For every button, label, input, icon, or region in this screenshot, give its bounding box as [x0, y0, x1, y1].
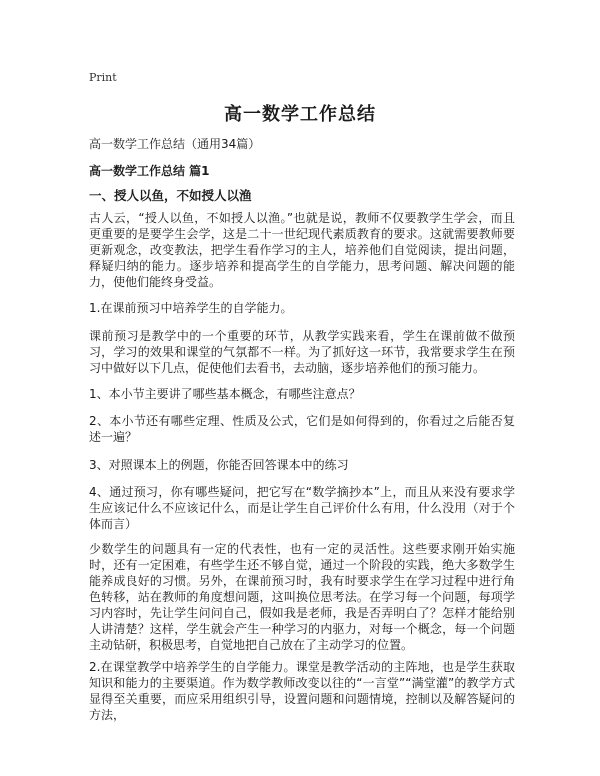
section-title: 高一数学工作总结 篇1: [89, 164, 210, 178]
list-item-4: 4、通过预习，你有哪些疑问，把它写在“数学摘抄本”上，而且从来没有要求学生应该记什么不应该记什么，而是让学生自己评价什么有用，什么没用（对于个体而言）: [89, 485, 515, 531]
section-heading: 一、授人以鱼，不如授人以渔: [89, 188, 252, 203]
paragraph-point-2: 2.在课堂教学中培养学生的自学能力。课堂是教学活动的主阵地，也是学生获取知识和能力的主要渠道。作为数学教师改变以往的“一言堂”“满堂灌”的教学方式显得至关重要，而应采用组织引导，设置问题和问题情境，控制以及解答疑问的方法，: [89, 660, 515, 722]
print-label[interactable]: Print: [89, 71, 117, 84]
paragraph-discussion: 少数学生的问题具有一定的代表性，也有一定的灵活性。这些要求刚开始实施时，还有一定困难，有些学生还不够自觉，通过一个阶段的实践，绝大多数学生能养成良好的习惯。另外，在课前预习时，我有时要求学生在学习过程中进行角色转移，站在教师的角度想问题，这叫换位思考法。在学习每一个问题，每项学习内容时，先让学生问问自己，假如我是老师，我是否弄明白了？怎样才能给别人讲清楚？这样，学生就会产生一种学习的内驱力，对每一个概念，每一个问题主动钻研，积极思考，自觉地把自己放在了主动学习的位置。: [89, 542, 515, 652]
paragraph-point-1: 1.在课前预习中培养学生的自学能力。: [89, 301, 293, 315]
list-item-2: 2、本小节还有哪些定理、性质及公式，它们是如何得到的，你看过之后能否复述一遍？: [89, 414, 515, 444]
page-title: 高一数学工作总结: [224, 104, 376, 125]
paragraph-preview: 课前预习是教学中的一个重要的环节，从教学实践来看，学生在课前做不做预习，学习的效果和课堂的气氛都不一样。为了抓好这一环节，我常要求学生在预习中做好以下几点，促使他们去看书，去动脑，逐步培养他们的预习能力。: [89, 329, 515, 375]
list-item-1: 1、本小节主要讲了哪些基本概念，有哪些注意点？: [89, 387, 361, 401]
list-item-3: 3、对照课本上的例题，你能否回答课本中的练习: [89, 458, 349, 472]
paragraph-intro: 古人云，“授人以鱼，不如授人以渔。”也就是说，教师不仅要教学生学会，而且更重要的是要学生会学，这是二十一世纪现代素质教育的要求。这就需要教师要更新观念，改变教法，把学生看作学习的主人，培养他们自觉阅读，提出问题，释疑归纳的能力。逐步培养和提高学生的自学能力，思考问题、解决问题的能力，使他们能终身受益。: [89, 211, 515, 289]
document-subtitle: 高一数学工作总结（通用34篇）: [89, 137, 261, 151]
